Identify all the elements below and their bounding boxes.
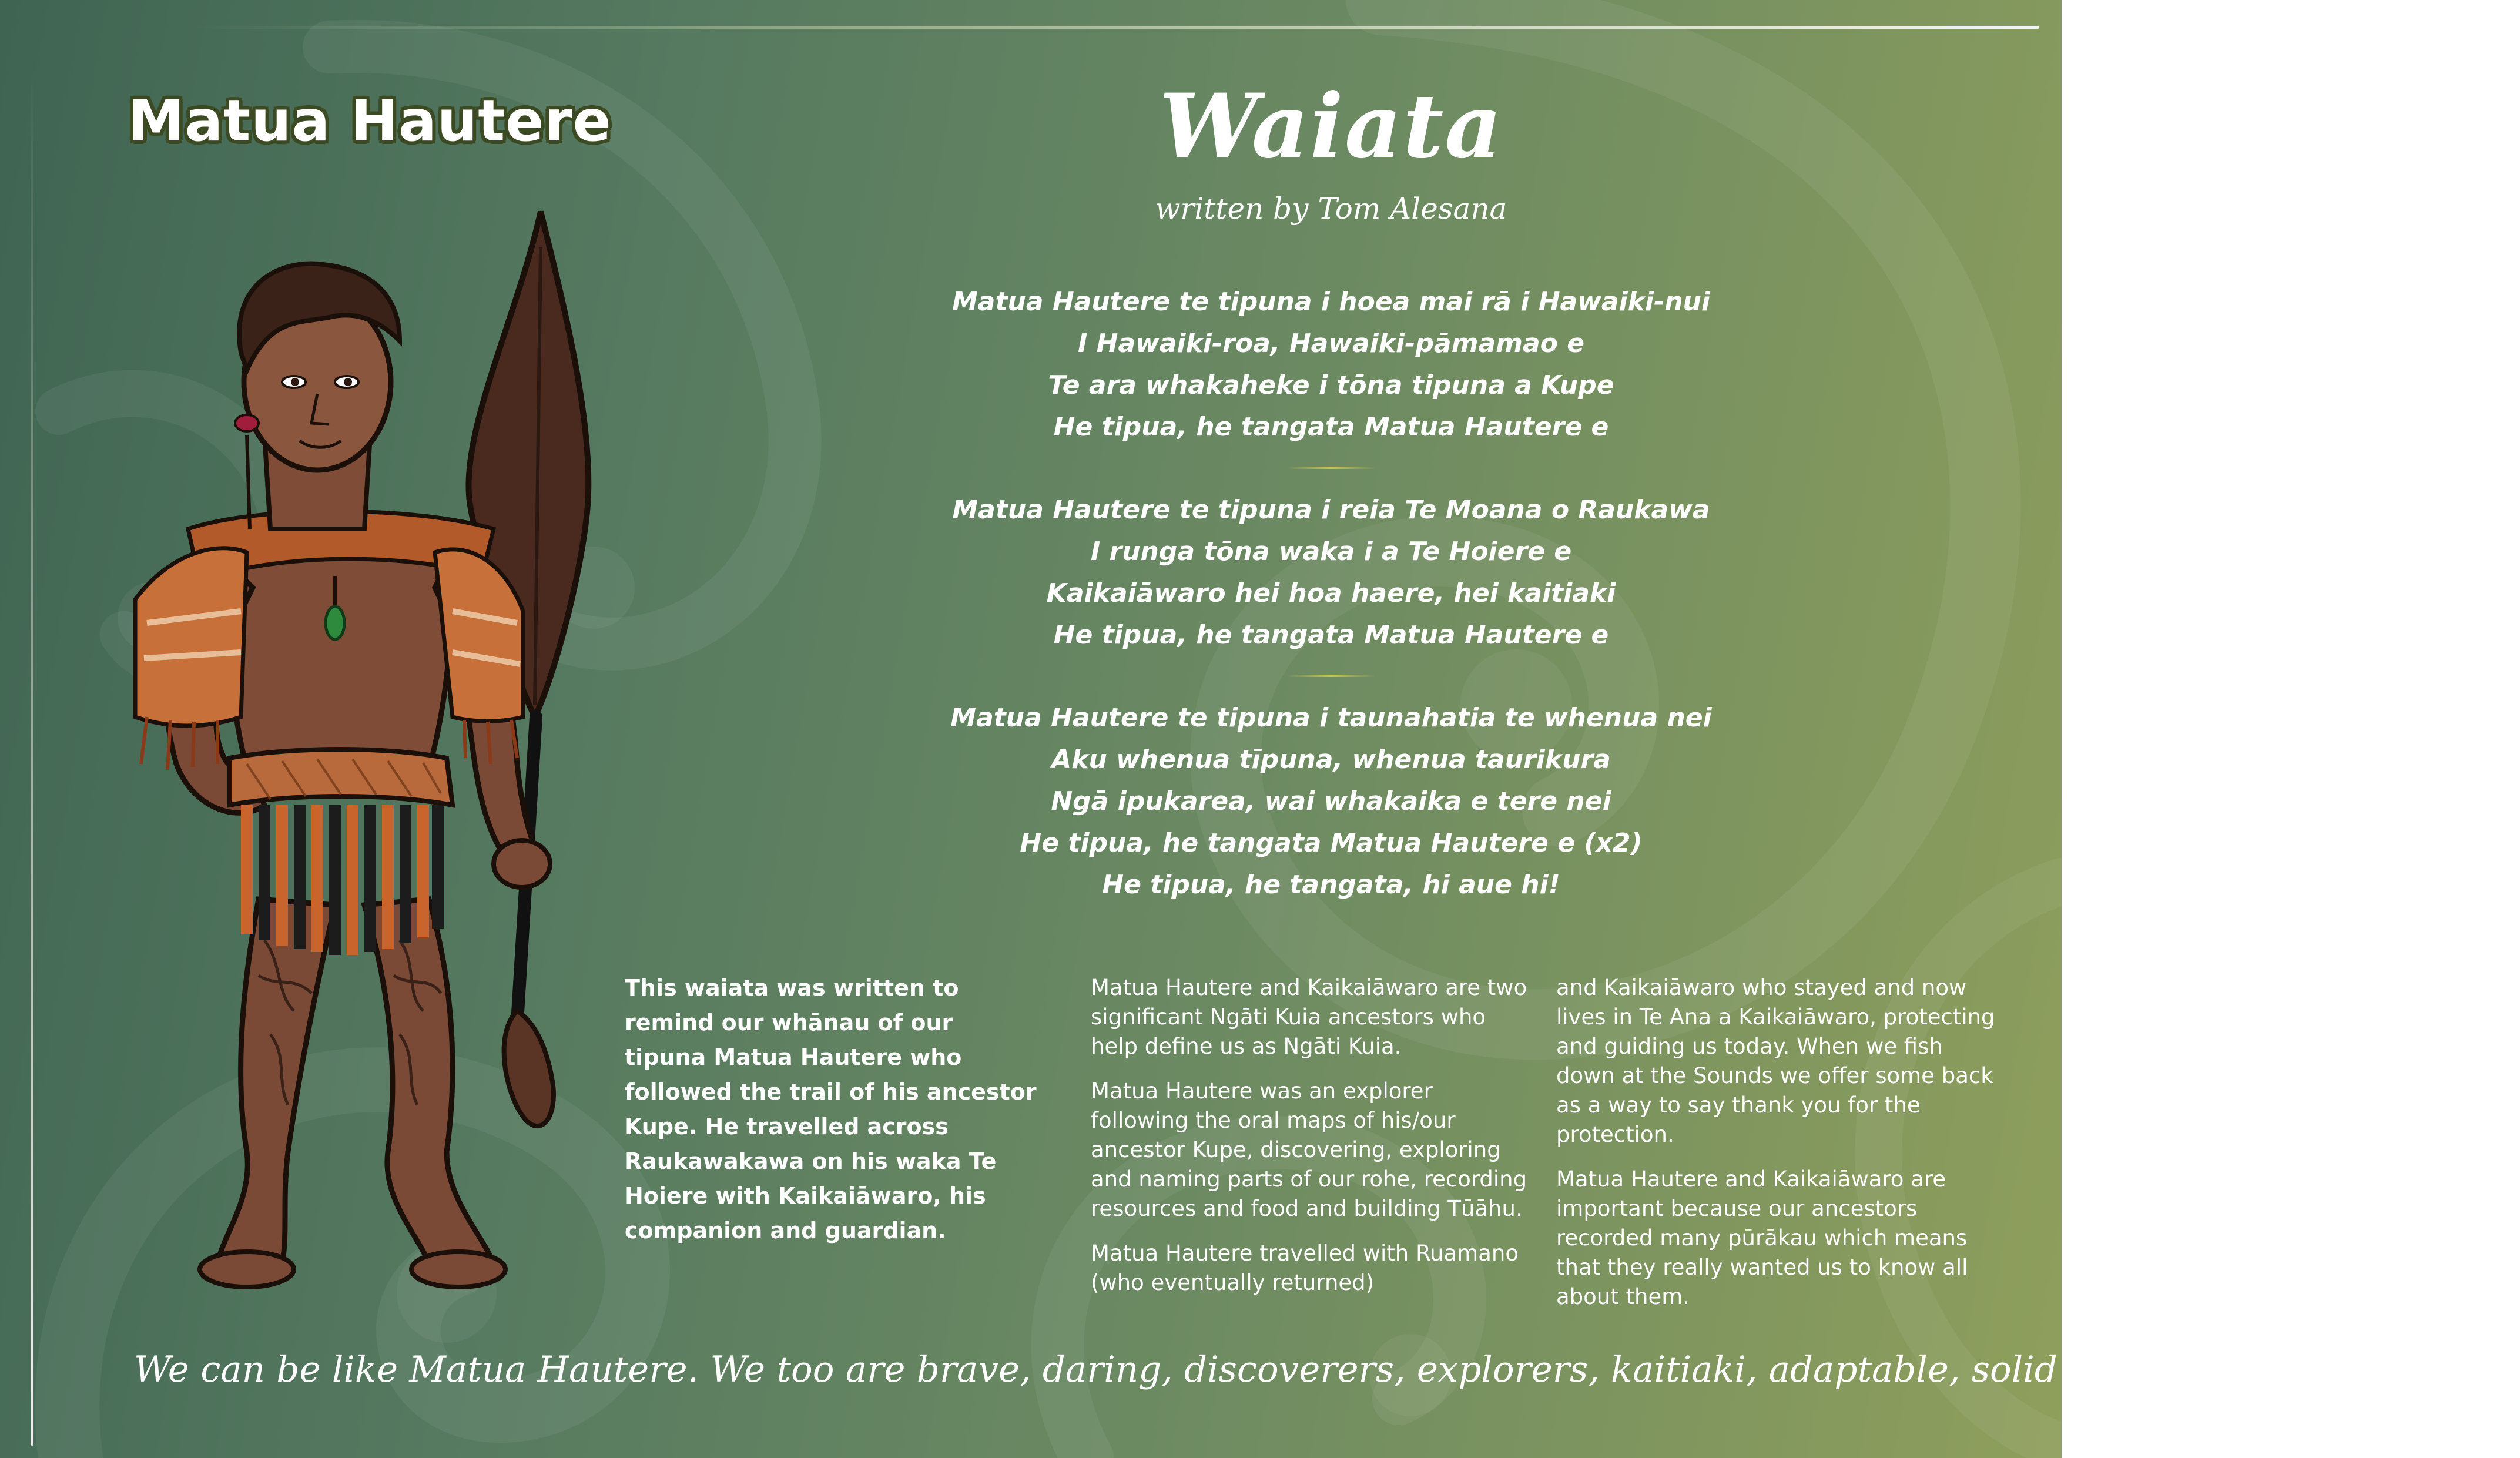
- closing-statement: We can be like Matua Hautere. We too are brave, daring, discoverers, explorers, kaitiaki, adaptable, solid in who we are as people.: [134, 1349, 2520, 1390]
- ancestor-illustration-icon: [71, 200, 635, 1322]
- lyric-line: I runga tōna waka i a Te Hoiere e: [1090, 537, 1572, 567]
- verse-3: [920, 697, 1742, 906]
- lyric-line: Matua Hautere te tipuna i hoea mai rā i Hawaiki-nui: [951, 287, 1710, 317]
- waiata-author: written by Tom Alesana: [1155, 192, 1507, 226]
- intro-paragraph: This waiata was written to remind our whānau of our tipuna Matua Hautere who followed the trail of his ancestor Kupe. He travelled across Raukawakawa on his waka Te Hoiere with Kaikaiāwaro, his companion and guardian.: [625, 975, 1037, 1244]
- body-paragraph: and Kaikaiāwaro who stayed and now lives in Te Ana a Kaikaiāwaro, protecting and guiding us today. When we fish down at the Sounds we offer some back as a way to say thank you for the protection.: [1556, 975, 1995, 1147]
- character-name-heading: Matua Hautere: [128, 88, 612, 154]
- lyric-line: He tipua, he tangata Matua Hautere e: [1053, 412, 1609, 442]
- waiata-title: Waiata: [1159, 75, 1503, 178]
- body-column-2: [1556, 973, 1997, 1327]
- body-paragraph: Matua Hautere travelled with Ruamano (who eventually returned): [1091, 1241, 1519, 1295]
- verse-1: [920, 281, 1742, 448]
- frame-top-line: [194, 26, 2039, 29]
- lyric-line: Kaikaiāwaro hei hoa haere, hei kaitiaki: [1046, 578, 1616, 608]
- verse-divider: [1287, 675, 1375, 677]
- lyric-line: Ngā ipukarea, wai whakaika e tere nei: [1051, 786, 1611, 816]
- verse-divider: [1287, 467, 1375, 469]
- body-column-1: [1091, 973, 1532, 1313]
- body-paragraph: Matua Hautere was an explorer following the oral maps of his/our ancestor Kupe, discovering, exploring and naming parts of our rohe, recording resources and food and building Tūāhu.: [1091, 1078, 1527, 1221]
- lyric-line: He tipua, he tangata, hi aue hi!: [1102, 870, 1560, 900]
- lyric-line: He tipua, he tangata Matua Hautere e: [1053, 620, 1609, 650]
- lyric-line: He tipua, he tangata Matua Hautere e (x2): [1020, 828, 1643, 858]
- lyric-line: Te ara whakaheke i tōna tipuna a Kupe: [1048, 370, 1614, 400]
- lyric-line: Matua Hautere te tipuna i taunahatia te whenua nei: [950, 703, 1712, 733]
- lyric-line: Matua Hautere te tipuna i reia Te Moana o Raukawa: [952, 495, 1710, 525]
- lyric-line: Aku whenua tīpuna, whenua taurikura: [1051, 745, 1611, 775]
- body-paragraph: Matua Hautere and Kaikaiāwaro are two significant Ngāti Kuia ancestors who help define us as Ngāti Kuia.: [1091, 975, 1527, 1059]
- body-paragraph: Matua Hautere and Kaikaiāwaro are important because our ancestors recorded many pūrākau which means that they really wanted us to know all about them.: [1556, 1167, 1968, 1309]
- lyric-line: I Hawaiki-roa, Hawaiki-pāmamao e: [1077, 329, 1585, 358]
- verse-2: [920, 489, 1742, 656]
- frame-left-line: [31, 71, 33, 1446]
- waiata-lyrics: [920, 281, 1742, 906]
